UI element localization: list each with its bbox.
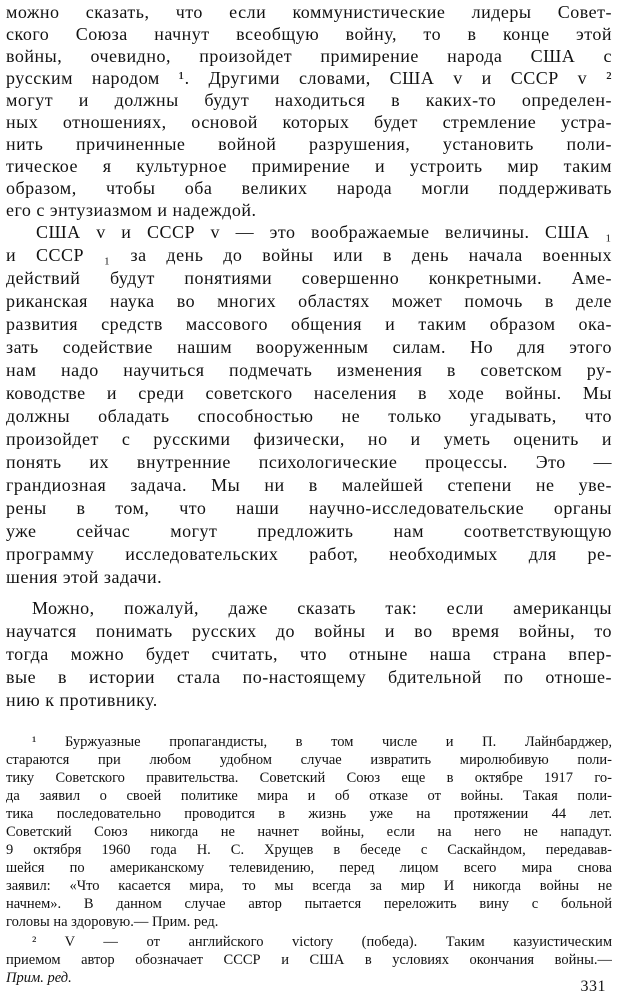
text-line: нить причиненные войной разрушения, установить поли- <box>6 134 612 154</box>
text-line: его с энтузиазмом и надеждой. <box>6 200 257 220</box>
footnote-line: шейся по американскому телевидению, перед лицом всего мира снова <box>6 860 612 876</box>
text-line: вые в истории стала по-настоящему бдительной по отноше- <box>6 667 612 687</box>
text-line: грандиозная задача. Мы ни в малейшей степени не уве- <box>6 475 612 495</box>
text-line: зать содействие нашим вооруженным силам. Но для этого <box>6 337 612 357</box>
book-page <box>6 0 612 1007</box>
text-line: понять их внутренние психологические процессы. Это — <box>6 452 612 472</box>
footnote-line: тику Советского правительства. Советский Союз еще в октябре 1917 го- <box>6 770 612 786</box>
footnote-line: ¹ Буржуазные пропагандисты, в том числе и П. Лайнбарджер, <box>32 734 612 750</box>
page-number: 331 <box>580 978 606 995</box>
text-line: развития средств массового общения и таким образом ока- <box>6 314 612 334</box>
footnote-line: ² V — от английского victory (победа). Таким казуистическим <box>32 934 612 950</box>
text-line: США v и СССР v — это воображаемые величины. США ₁ <box>36 222 612 242</box>
footnote-line: приемом автор обозначает СССР и США в условиях окончания войны.— <box>6 952 612 968</box>
text-line: можно сказать, что если коммунистические лидеры Совет- <box>6 2 612 22</box>
text-line: программу исследовательских работ, необходимых для ре- <box>6 544 612 564</box>
text-line: войны, очевидно, произойдет примирение народа США с <box>6 46 612 66</box>
footnote-line: да заявил о своей политике мира и об отказе от войны. Такая поли- <box>6 788 612 804</box>
text-line: нию к противнику. <box>6 690 158 710</box>
footnote-line: начнем». В данном случае автор пытается переложить вину с больной <box>6 896 612 912</box>
footnote-line: стараются при любом удобном случае извратить миролюбивую поли- <box>6 752 612 768</box>
text-line: ководстве и среди советского населения в ходе войны. Мы <box>6 383 612 403</box>
text-line: произойдет с русскими физически, но и уметь оценить и <box>6 429 612 449</box>
footnote-line: 9 октября 1960 года Н. С. Хрущев в беседе с Саскайндом, передавав- <box>6 842 612 858</box>
text-line: нам надо научиться подмечать изменения в советском ру- <box>6 360 612 380</box>
footnote-line: Прим. ред. <box>6 970 72 986</box>
text-line: и СССР ₁ за день до войны или в день начала военных <box>6 245 612 265</box>
text-line: образом, чтобы оба великих народа могли поддерживать <box>6 178 612 198</box>
text-line: русским народом ¹. Другими словами, США v и СССР v ² <box>6 68 612 88</box>
text-line: ных отношениях, основой которых будет стремление устра- <box>6 112 612 132</box>
text-line: должны обладать способностью не только угадывать, что <box>6 406 612 426</box>
text-line: тическое я культурное примирение и устроить мир таким <box>6 156 612 176</box>
footnote-line: тика последовательно проводится в жизнь уже на протяжении 44 лет. <box>6 806 612 822</box>
footnote-line: головы на здоровую.— Прим. ред. <box>6 914 219 930</box>
text-line: уже сейчас могут предложить нам соответствующую <box>6 521 612 541</box>
text-line: действий будут понятиями совершенно конкретными. Аме- <box>6 268 612 288</box>
text-line: могут и должны будут находиться в каких-то определен- <box>6 90 612 110</box>
footnote-line: Советский Союз никогда не начнет войны, если на него не нападут. <box>6 824 612 840</box>
text-line: Можно, пожалуй, даже сказать так: если американцы <box>32 598 612 618</box>
text-line: шения этой задачи. <box>6 567 163 587</box>
text-line: тогда можно будет считать, что отныне наша страна впер- <box>6 644 612 664</box>
text-line: ского Союза начнут всеобщую войну, то в конце этой <box>6 24 612 44</box>
text-line: научатся понимать русских до войны и во время войны, то <box>6 621 612 641</box>
footnote-line: заявил: «Что касается мира, то мы всегда за мир И никогда войны не <box>6 878 612 894</box>
text-line: риканская наука во многих областях может помочь в деле <box>6 291 612 311</box>
text-line: рены в том, что наши научно-исследовательские органы <box>6 498 612 518</box>
